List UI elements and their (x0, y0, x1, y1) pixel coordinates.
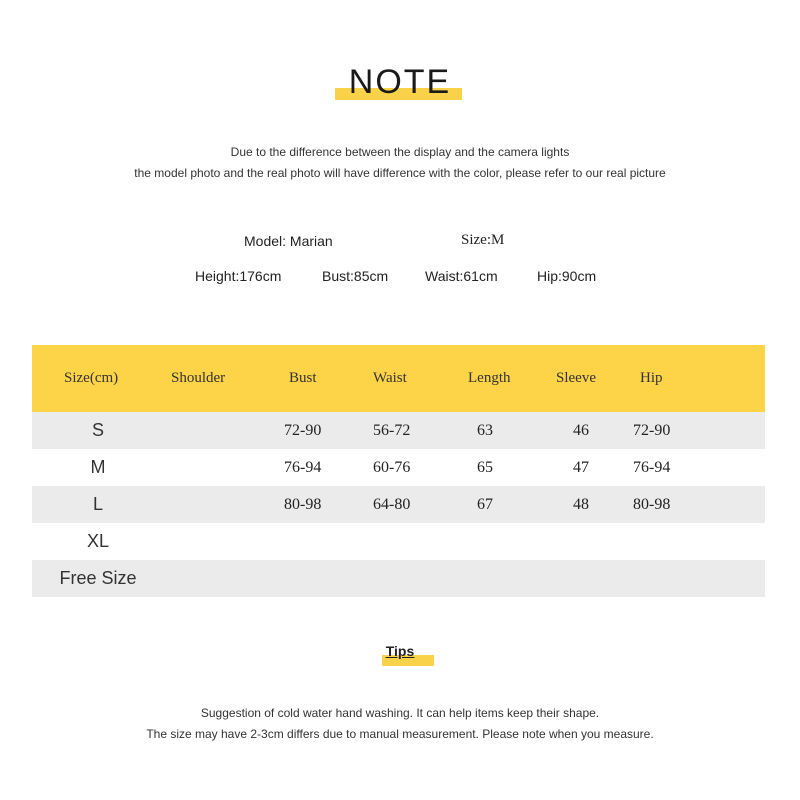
waist-value: 64-80 (373, 495, 411, 513)
hip-value: 80-98 (633, 495, 671, 513)
length-value: 63 (477, 421, 493, 439)
header-length: Length (468, 370, 511, 386)
header-sleeve: Sleeve (556, 370, 596, 386)
size-label: M (90, 457, 106, 477)
table-row (32, 412, 765, 449)
table-row (32, 449, 765, 486)
header-bust: Bust (289, 370, 317, 386)
tip-line-1: Suggestion of cold water hand washing. It can help items keep their shape. (200, 706, 600, 720)
waist-value: 56-72 (373, 421, 411, 439)
sleeve-value: 47 (573, 458, 589, 476)
table-row (32, 523, 765, 560)
hip-value: 72-90 (633, 421, 671, 439)
size-label: S (91, 420, 104, 440)
tips-heading (0, 643, 800, 667)
bust-value: 72-90 (284, 421, 322, 439)
disclaimer-line-2: the model photo and the real photo will have difference with the color, please refer to our real picture (134, 166, 666, 180)
bust-value: 80-98 (284, 495, 322, 513)
size-label: Free Size (59, 568, 137, 588)
note-title: NOTE (348, 63, 452, 101)
tips-title: Tips (385, 643, 415, 659)
model-hip: Hip:90cm (537, 268, 597, 284)
header-shoulder: Shoulder (171, 370, 226, 386)
disclaimer-line-1: Due to the difference between the display and the camera lights (230, 145, 570, 159)
tip-line-2: The size may have 2-3cm differs due to manual measurement. Please note when you measure. (146, 727, 654, 741)
length-value: 65 (477, 458, 493, 476)
size-chart-table (32, 345, 765, 597)
table-row (32, 486, 765, 523)
model-waist: Waist:61cm (425, 268, 498, 284)
table-row (32, 560, 765, 597)
model-name: Model: Marian (244, 233, 333, 249)
model-size: Size:M (461, 232, 505, 248)
length-value: 67 (477, 495, 493, 513)
sleeve-value: 48 (573, 495, 589, 513)
model-bust: Bust:85cm (322, 268, 389, 284)
bust-value: 76-94 (284, 458, 322, 476)
size-label: XL (86, 531, 110, 551)
model-height: Height:176cm (195, 268, 282, 284)
sleeve-value: 46 (573, 421, 589, 439)
table-header-row (32, 345, 765, 412)
waist-value: 60-76 (373, 458, 411, 476)
header-size: Size(cm) (64, 370, 119, 386)
note-heading (0, 60, 800, 110)
hip-value: 76-94 (633, 458, 671, 476)
header-hip: Hip (640, 370, 663, 386)
header-waist: Waist (373, 370, 407, 386)
size-label: L (92, 494, 103, 514)
